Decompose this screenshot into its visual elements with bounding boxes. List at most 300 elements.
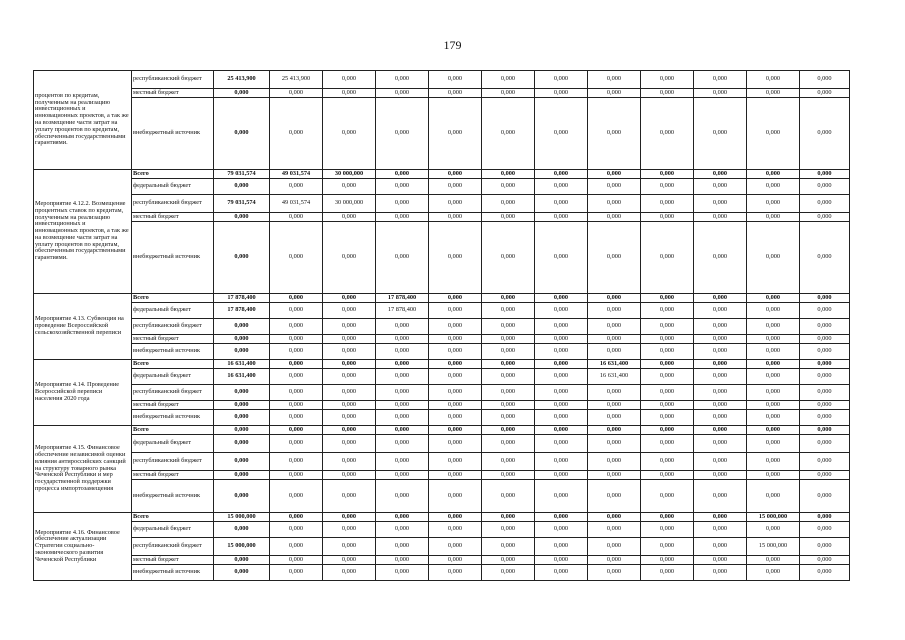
year-amount: 0,000 bbox=[270, 179, 323, 195]
table-row bbox=[34, 335, 850, 344]
year-amount: 0,000 bbox=[429, 213, 482, 222]
funding-source: внебюджетный источник bbox=[132, 344, 214, 360]
year-amount: 0,000 bbox=[800, 344, 850, 360]
table-row bbox=[34, 369, 850, 385]
table-row bbox=[34, 556, 850, 565]
year-amount: 0,000 bbox=[694, 170, 747, 179]
funding-source: местный бюджет bbox=[132, 213, 214, 222]
year-amount: 0,000 bbox=[641, 410, 694, 426]
total-amount: 0,000 bbox=[214, 522, 270, 538]
funding-source: Всего bbox=[132, 294, 214, 303]
year-amount: 0,000 bbox=[588, 89, 641, 98]
year-amount: 0,000 bbox=[694, 222, 747, 294]
total-amount: 0,000 bbox=[214, 453, 270, 471]
year-amount: 0,000 bbox=[429, 410, 482, 426]
year-amount: 0,000 bbox=[376, 480, 429, 513]
year-amount: 0,000 bbox=[482, 170, 535, 179]
year-amount: 0,000 bbox=[376, 179, 429, 195]
year-amount: 0,000 bbox=[270, 222, 323, 294]
total-amount: 0,000 bbox=[214, 89, 270, 98]
year-amount: 0,000 bbox=[641, 360, 694, 369]
total-amount: 15 000,000 bbox=[214, 513, 270, 522]
year-amount: 0,000 bbox=[800, 71, 850, 89]
funding-source: федеральный бюджет bbox=[132, 303, 214, 319]
year-amount: 0,000 bbox=[323, 401, 376, 410]
year-amount: 0,000 bbox=[535, 435, 588, 453]
year-amount: 0,000 bbox=[747, 385, 800, 401]
year-amount: 0,000 bbox=[482, 471, 535, 480]
year-amount: 0,000 bbox=[535, 480, 588, 513]
year-amount: 0,000 bbox=[323, 319, 376, 335]
year-amount: 0,000 bbox=[429, 556, 482, 565]
year-amount: 0,000 bbox=[694, 426, 747, 435]
year-amount: 0,000 bbox=[429, 401, 482, 410]
year-amount: 0,000 bbox=[535, 401, 588, 410]
year-amount: 0,000 bbox=[747, 71, 800, 89]
total-amount: 0,000 bbox=[214, 179, 270, 195]
year-amount: 0,000 bbox=[747, 435, 800, 453]
year-amount: 0,000 bbox=[270, 410, 323, 426]
year-amount: 0,000 bbox=[429, 522, 482, 538]
year-amount: 0,000 bbox=[747, 471, 800, 480]
funding-source: федеральный бюджет bbox=[132, 522, 214, 538]
year-amount: 0,000 bbox=[588, 195, 641, 213]
table-row bbox=[34, 471, 850, 480]
year-amount: 0,000 bbox=[323, 335, 376, 344]
table-row bbox=[34, 426, 850, 435]
year-amount: 0,000 bbox=[429, 89, 482, 98]
table-row bbox=[34, 89, 850, 98]
table-row bbox=[34, 410, 850, 426]
year-amount: 0,000 bbox=[323, 556, 376, 565]
year-amount: 0,000 bbox=[694, 71, 747, 89]
year-amount: 0,000 bbox=[376, 385, 429, 401]
year-amount: 0,000 bbox=[747, 294, 800, 303]
total-amount: 0,000 bbox=[214, 335, 270, 344]
total-amount: 0,000 bbox=[214, 471, 270, 480]
year-amount: 0,000 bbox=[588, 513, 641, 522]
year-amount: 0,000 bbox=[270, 335, 323, 344]
year-amount: 0,000 bbox=[694, 435, 747, 453]
year-amount: 0,000 bbox=[323, 303, 376, 319]
year-amount: 0,000 bbox=[800, 294, 850, 303]
year-amount: 0,000 bbox=[694, 303, 747, 319]
year-amount: 0,000 bbox=[270, 565, 323, 581]
year-amount: 0,000 bbox=[270, 513, 323, 522]
funding-source: внебюджетный источник bbox=[132, 410, 214, 426]
year-amount: 0,000 bbox=[747, 179, 800, 195]
year-amount: 0,000 bbox=[800, 89, 850, 98]
year-amount: 0,000 bbox=[429, 335, 482, 344]
total-amount: 0,000 bbox=[214, 556, 270, 565]
funding-source: внебюджетный источник bbox=[132, 565, 214, 581]
year-amount: 0,000 bbox=[588, 170, 641, 179]
year-amount: 0,000 bbox=[588, 294, 641, 303]
year-amount: 0,000 bbox=[376, 71, 429, 89]
year-amount: 0,000 bbox=[323, 179, 376, 195]
year-amount: 25 413,900 bbox=[270, 71, 323, 89]
year-amount: 0,000 bbox=[694, 453, 747, 471]
year-amount: 16 631,400 bbox=[588, 369, 641, 385]
total-amount: 0,000 bbox=[214, 410, 270, 426]
year-amount: 0,000 bbox=[641, 401, 694, 410]
year-amount: 0,000 bbox=[588, 98, 641, 170]
year-amount: 0,000 bbox=[482, 360, 535, 369]
funding-source: федеральный бюджет bbox=[132, 369, 214, 385]
year-amount: 0,000 bbox=[376, 319, 429, 335]
measure-name: Мероприятие 4.14. Проведение Всероссийской переписи населения 2020 года bbox=[34, 360, 132, 426]
table-row bbox=[34, 453, 850, 471]
year-amount: 0,000 bbox=[482, 556, 535, 565]
year-amount: 0,000 bbox=[747, 170, 800, 179]
year-amount: 0,000 bbox=[323, 213, 376, 222]
year-amount: 0,000 bbox=[270, 98, 323, 170]
year-amount: 0,000 bbox=[535, 369, 588, 385]
table-row bbox=[34, 71, 850, 89]
year-amount: 0,000 bbox=[376, 344, 429, 360]
year-amount: 0,000 bbox=[429, 344, 482, 360]
measure-name: процентов по кредитам, полученным на реализацию инвестиционных и инновационных проектов, а так же на возмещение части затрат на уплату процентов по кредитам, обеспеченным государственными гарантиями. bbox=[34, 71, 132, 170]
funding-source: республиканский бюджет bbox=[132, 71, 214, 89]
year-amount: 0,000 bbox=[800, 179, 850, 195]
year-amount: 0,000 bbox=[482, 213, 535, 222]
year-amount: 0,000 bbox=[376, 195, 429, 213]
year-amount: 0,000 bbox=[800, 538, 850, 556]
year-amount: 0,000 bbox=[482, 410, 535, 426]
year-amount: 0,000 bbox=[323, 513, 376, 522]
year-amount: 0,000 bbox=[800, 369, 850, 385]
year-amount: 0,000 bbox=[694, 556, 747, 565]
year-amount: 0,000 bbox=[482, 71, 535, 89]
year-amount: 0,000 bbox=[376, 513, 429, 522]
funding-source: внебюджетный источник bbox=[132, 98, 214, 170]
year-amount: 0,000 bbox=[535, 385, 588, 401]
year-amount: 0,000 bbox=[270, 303, 323, 319]
year-amount: 0,000 bbox=[641, 385, 694, 401]
year-amount: 0,000 bbox=[535, 89, 588, 98]
year-amount: 0,000 bbox=[747, 335, 800, 344]
year-amount: 15 000,000 bbox=[747, 513, 800, 522]
year-amount: 0,000 bbox=[641, 565, 694, 581]
table-row bbox=[34, 360, 850, 369]
year-amount: 0,000 bbox=[747, 89, 800, 98]
funding-source: внебюджетный источник bbox=[132, 480, 214, 513]
funding-source: республиканский бюджет bbox=[132, 195, 214, 213]
year-amount: 0,000 bbox=[429, 170, 482, 179]
year-amount: 0,000 bbox=[376, 401, 429, 410]
year-amount: 0,000 bbox=[482, 538, 535, 556]
year-amount: 0,000 bbox=[535, 213, 588, 222]
year-amount: 0,000 bbox=[535, 426, 588, 435]
year-amount: 0,000 bbox=[482, 369, 535, 385]
year-amount: 0,000 bbox=[429, 385, 482, 401]
year-amount: 0,000 bbox=[641, 294, 694, 303]
year-amount: 0,000 bbox=[694, 410, 747, 426]
year-amount: 0,000 bbox=[535, 222, 588, 294]
year-amount: 0,000 bbox=[747, 369, 800, 385]
year-amount: 0,000 bbox=[641, 471, 694, 480]
year-amount: 0,000 bbox=[747, 401, 800, 410]
table-row bbox=[34, 294, 850, 303]
year-amount: 0,000 bbox=[641, 335, 694, 344]
measure-name: Мероприятие 4.15. Финансовое обеспечение независимой оценки влияния антироссийских санкций на структуру товарного рынка Чеченской Республики и мер государственной поддержки процесса импортозамещения bbox=[34, 426, 132, 513]
funding-source: республиканский бюджет bbox=[132, 453, 214, 471]
year-amount: 0,000 bbox=[376, 565, 429, 581]
year-amount: 0,000 bbox=[641, 303, 694, 319]
year-amount: 0,000 bbox=[535, 360, 588, 369]
year-amount: 0,000 bbox=[800, 213, 850, 222]
year-amount: 0,000 bbox=[376, 360, 429, 369]
year-amount: 0,000 bbox=[482, 385, 535, 401]
total-amount: 0,000 bbox=[214, 426, 270, 435]
measure-name: Мероприятие 4.12.2. Возмещение процентных ставок по кредитам, полученным на реализацию инвестиционных и инновационных проектов, а так же на возмещение части затрат на уплату процентов по кредитам, обеспеченным государственными гарантиями. bbox=[34, 170, 132, 294]
year-amount: 0,000 bbox=[270, 556, 323, 565]
year-amount: 0,000 bbox=[482, 89, 535, 98]
year-amount: 0,000 bbox=[747, 222, 800, 294]
year-amount: 0,000 bbox=[694, 98, 747, 170]
year-amount: 0,000 bbox=[588, 522, 641, 538]
year-amount: 0,000 bbox=[535, 179, 588, 195]
year-amount: 0,000 bbox=[747, 426, 800, 435]
year-amount: 0,000 bbox=[641, 195, 694, 213]
year-amount: 16 631,400 bbox=[588, 360, 641, 369]
table-row bbox=[34, 522, 850, 538]
table-row bbox=[34, 344, 850, 360]
total-amount: 79 031,574 bbox=[214, 170, 270, 179]
year-amount: 0,000 bbox=[535, 556, 588, 565]
table-row bbox=[34, 385, 850, 401]
funding-source: местный бюджет bbox=[132, 471, 214, 480]
total-amount: 0,000 bbox=[214, 480, 270, 513]
year-amount: 0,000 bbox=[694, 401, 747, 410]
year-amount: 49 031,574 bbox=[270, 195, 323, 213]
total-amount: 16 631,400 bbox=[214, 360, 270, 369]
year-amount: 0,000 bbox=[588, 385, 641, 401]
year-amount: 0,000 bbox=[641, 556, 694, 565]
year-amount: 0,000 bbox=[482, 480, 535, 513]
year-amount: 0,000 bbox=[800, 360, 850, 369]
year-amount: 0,000 bbox=[588, 344, 641, 360]
year-amount: 0,000 bbox=[429, 480, 482, 513]
year-amount: 0,000 bbox=[694, 344, 747, 360]
year-amount: 0,000 bbox=[641, 319, 694, 335]
year-amount: 0,000 bbox=[270, 213, 323, 222]
year-amount: 0,000 bbox=[588, 471, 641, 480]
funding-source: местный бюджет bbox=[132, 401, 214, 410]
year-amount: 0,000 bbox=[376, 471, 429, 480]
year-amount: 0,000 bbox=[641, 480, 694, 513]
year-amount: 0,000 bbox=[641, 513, 694, 522]
year-amount: 15 000,000 bbox=[747, 538, 800, 556]
total-amount: 0,000 bbox=[214, 319, 270, 335]
year-amount: 0,000 bbox=[641, 426, 694, 435]
table-row bbox=[34, 213, 850, 222]
year-amount: 0,000 bbox=[376, 213, 429, 222]
year-amount: 0,000 bbox=[694, 513, 747, 522]
year-amount: 0,000 bbox=[747, 213, 800, 222]
year-amount: 0,000 bbox=[747, 319, 800, 335]
year-amount: 0,000 bbox=[482, 195, 535, 213]
total-amount: 15 000,000 bbox=[214, 538, 270, 556]
year-amount: 0,000 bbox=[800, 195, 850, 213]
measure-name: Мероприятие 4.13. Субвенция на проведение Всероссийской сельскохозяйственной переписи bbox=[34, 294, 132, 360]
funding-source: федеральный бюджет bbox=[132, 435, 214, 453]
year-amount: 0,000 bbox=[588, 335, 641, 344]
year-amount: 17 878,400 bbox=[376, 294, 429, 303]
year-amount: 0,000 bbox=[800, 522, 850, 538]
year-amount: 0,000 bbox=[482, 303, 535, 319]
year-amount: 0,000 bbox=[323, 538, 376, 556]
year-amount: 0,000 bbox=[641, 179, 694, 195]
year-amount: 0,000 bbox=[323, 360, 376, 369]
year-amount: 0,000 bbox=[588, 565, 641, 581]
year-amount: 0,000 bbox=[482, 435, 535, 453]
year-amount: 0,000 bbox=[694, 522, 747, 538]
table-row bbox=[34, 170, 850, 179]
year-amount: 0,000 bbox=[323, 71, 376, 89]
table-row bbox=[34, 222, 850, 294]
year-amount: 0,000 bbox=[588, 410, 641, 426]
year-amount: 0,000 bbox=[323, 522, 376, 538]
year-amount: 30 000,000 bbox=[323, 170, 376, 179]
funding-source: республиканский бюджет bbox=[132, 385, 214, 401]
year-amount: 0,000 bbox=[376, 98, 429, 170]
year-amount: 0,000 bbox=[800, 385, 850, 401]
year-amount: 0,000 bbox=[800, 426, 850, 435]
year-amount: 0,000 bbox=[482, 319, 535, 335]
year-amount: 0,000 bbox=[482, 98, 535, 170]
year-amount: 0,000 bbox=[376, 170, 429, 179]
year-amount: 0,000 bbox=[376, 435, 429, 453]
funding-source: местный бюджет bbox=[132, 335, 214, 344]
table-body bbox=[34, 71, 850, 581]
year-amount: 0,000 bbox=[694, 471, 747, 480]
year-amount: 0,000 bbox=[323, 426, 376, 435]
total-amount: 0,000 bbox=[214, 213, 270, 222]
year-amount: 0,000 bbox=[270, 344, 323, 360]
year-amount: 0,000 bbox=[694, 369, 747, 385]
year-amount: 0,000 bbox=[800, 319, 850, 335]
year-amount: 0,000 bbox=[694, 89, 747, 98]
year-amount: 0,000 bbox=[270, 369, 323, 385]
year-amount: 0,000 bbox=[747, 98, 800, 170]
year-amount: 0,000 bbox=[588, 435, 641, 453]
year-amount: 0,000 bbox=[535, 319, 588, 335]
funding-source: Всего bbox=[132, 426, 214, 435]
measure-name: Мероприятие 4.16. Финансовое обеспечение актуализации Стратегии социально-экономического развития Чеченской Республики bbox=[34, 513, 132, 581]
year-amount: 0,000 bbox=[535, 344, 588, 360]
year-amount: 0,000 bbox=[535, 98, 588, 170]
year-amount: 0,000 bbox=[747, 522, 800, 538]
year-amount: 0,000 bbox=[429, 98, 482, 170]
year-amount: 0,000 bbox=[482, 179, 535, 195]
year-amount: 0,000 bbox=[323, 480, 376, 513]
year-amount: 0,000 bbox=[535, 195, 588, 213]
year-amount: 49 031,574 bbox=[270, 170, 323, 179]
year-amount: 0,000 bbox=[588, 453, 641, 471]
year-amount: 0,000 bbox=[429, 471, 482, 480]
year-amount: 0,000 bbox=[694, 360, 747, 369]
year-amount: 17 878,400 bbox=[376, 303, 429, 319]
year-amount: 0,000 bbox=[482, 453, 535, 471]
year-amount: 0,000 bbox=[641, 344, 694, 360]
total-amount: 0,000 bbox=[214, 98, 270, 170]
year-amount: 0,000 bbox=[535, 522, 588, 538]
total-amount: 17 878,400 bbox=[214, 294, 270, 303]
year-amount: 0,000 bbox=[535, 565, 588, 581]
year-amount: 0,000 bbox=[535, 538, 588, 556]
year-amount: 0,000 bbox=[747, 195, 800, 213]
year-amount: 0,000 bbox=[588, 401, 641, 410]
budget-table bbox=[33, 70, 850, 581]
year-amount: 0,000 bbox=[694, 385, 747, 401]
year-amount: 0,000 bbox=[800, 513, 850, 522]
total-amount: 0,000 bbox=[214, 435, 270, 453]
year-amount: 0,000 bbox=[323, 89, 376, 98]
year-amount: 0,000 bbox=[694, 480, 747, 513]
year-amount: 0,000 bbox=[800, 98, 850, 170]
table-row bbox=[34, 565, 850, 581]
year-amount: 0,000 bbox=[800, 453, 850, 471]
table-row bbox=[34, 195, 850, 213]
year-amount: 0,000 bbox=[641, 213, 694, 222]
year-amount: 0,000 bbox=[270, 426, 323, 435]
year-amount: 0,000 bbox=[800, 303, 850, 319]
year-amount: 0,000 bbox=[270, 319, 323, 335]
year-amount: 0,000 bbox=[270, 385, 323, 401]
table-row bbox=[34, 401, 850, 410]
year-amount: 0,000 bbox=[800, 222, 850, 294]
year-amount: 0,000 bbox=[482, 294, 535, 303]
year-amount: 0,000 bbox=[429, 303, 482, 319]
year-amount: 0,000 bbox=[429, 294, 482, 303]
year-amount: 0,000 bbox=[376, 410, 429, 426]
year-amount: 0,000 bbox=[535, 294, 588, 303]
year-amount: 0,000 bbox=[641, 98, 694, 170]
year-amount: 0,000 bbox=[800, 556, 850, 565]
funding-source: местный бюджет bbox=[132, 556, 214, 565]
table-row bbox=[34, 303, 850, 319]
year-amount: 0,000 bbox=[588, 71, 641, 89]
year-amount: 0,000 bbox=[376, 522, 429, 538]
year-amount: 0,000 bbox=[641, 222, 694, 294]
year-amount: 0,000 bbox=[270, 435, 323, 453]
funding-source: Всего bbox=[132, 360, 214, 369]
year-amount: 0,000 bbox=[588, 303, 641, 319]
year-amount: 0,000 bbox=[429, 435, 482, 453]
table-row bbox=[34, 179, 850, 195]
page-number: 179 bbox=[443, 38, 462, 52]
year-amount: 0,000 bbox=[376, 453, 429, 471]
total-amount: 0,000 bbox=[214, 565, 270, 581]
year-amount: 0,000 bbox=[482, 522, 535, 538]
year-amount: 0,000 bbox=[323, 453, 376, 471]
year-amount: 0,000 bbox=[429, 426, 482, 435]
year-amount: 0,000 bbox=[588, 319, 641, 335]
year-amount: 0,000 bbox=[747, 480, 800, 513]
year-amount: 0,000 bbox=[588, 556, 641, 565]
funding-source: Всего bbox=[132, 170, 214, 179]
year-amount: 0,000 bbox=[323, 98, 376, 170]
year-amount: 0,000 bbox=[588, 538, 641, 556]
year-amount: 0,000 bbox=[429, 453, 482, 471]
year-amount: 0,000 bbox=[270, 453, 323, 471]
year-amount: 0,000 bbox=[800, 471, 850, 480]
year-amount: 0,000 bbox=[323, 344, 376, 360]
year-amount: 0,000 bbox=[482, 426, 535, 435]
year-amount: 0,000 bbox=[535, 71, 588, 89]
year-amount: 0,000 bbox=[641, 170, 694, 179]
